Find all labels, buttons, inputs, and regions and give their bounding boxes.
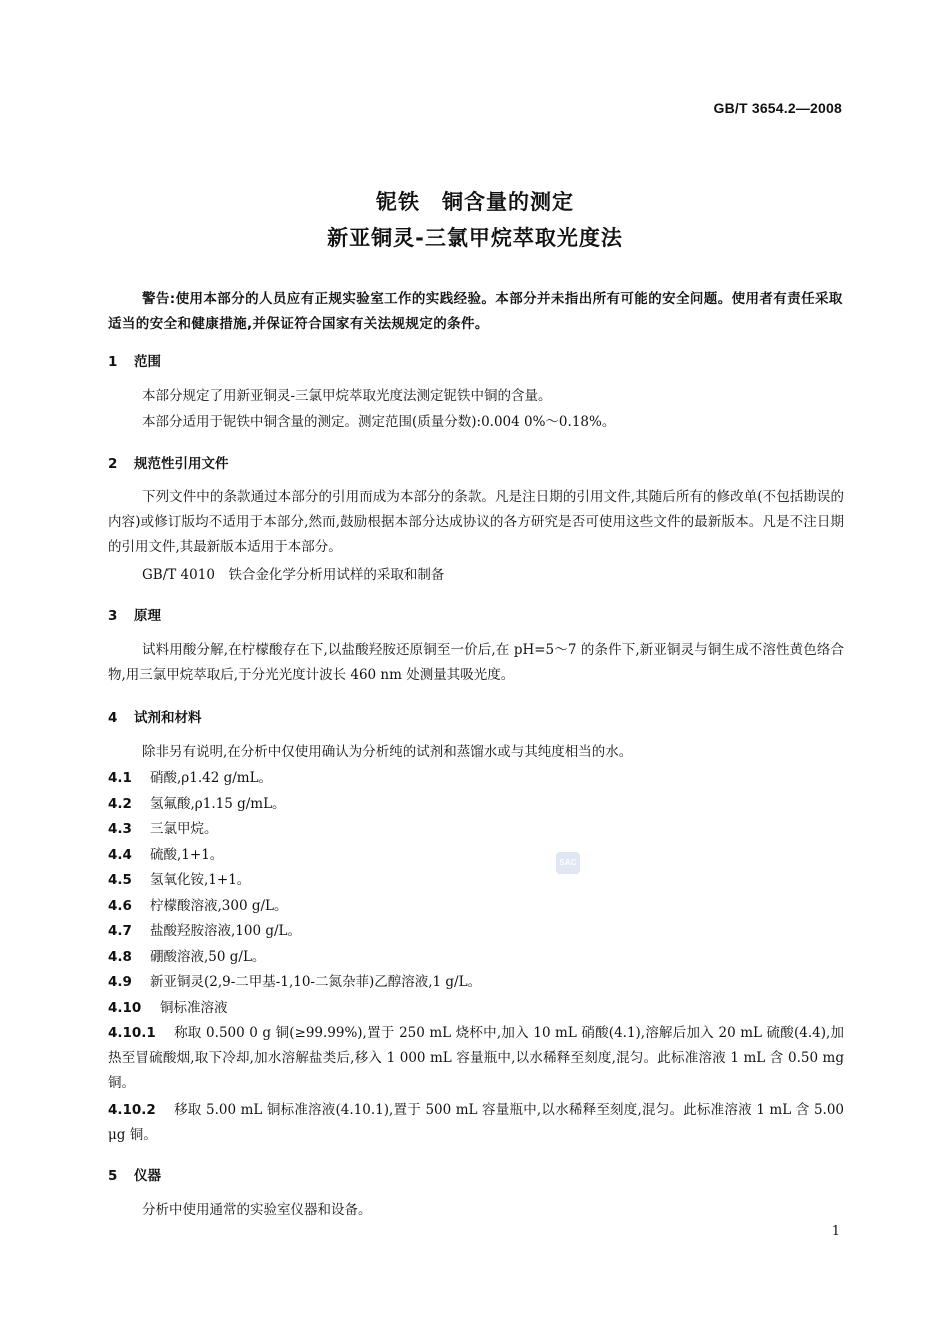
item-text: 硼酸溶液,50 g/L。: [150, 949, 266, 965]
section-number: 5: [108, 1168, 118, 1184]
warning-paragraph: 警告:使用本部分的人员应有正规实验室工作的实践经验。本部分并未指出所有可能的安全问题。使用者有责任采取适当的安全和健康措施,并保证符合国家有关法规规定的条件。: [108, 291, 843, 332]
reagent-item-4-10-1: [108, 1021, 844, 1096]
section-number: 3: [108, 608, 118, 624]
item-text: 盐酸羟胺溶液,100 g/L。: [150, 923, 302, 939]
reagent-item: [108, 945, 844, 970]
section-3-heading: [108, 604, 161, 624]
section-title: 范围: [134, 354, 161, 370]
section-1-paragraph-1: 本部分规定了用新亚铜灵-三氯甲烷萃取光度法测定铌铁中铜的含量。: [142, 388, 552, 404]
reagent-item: [108, 792, 844, 817]
item-id: 4.1: [108, 770, 132, 786]
item-id: 4.8: [108, 949, 132, 965]
section-4-heading: [108, 706, 202, 726]
item-id: 4.10.2: [108, 1102, 156, 1118]
reagent-item: [108, 843, 844, 868]
item-text: 新亚铜灵(2,9-二甲基-1,10-二氮杂菲)乙醇溶液,1 g/L。: [150, 974, 482, 990]
standard-code: GB/T 3654.2—2008: [713, 100, 842, 116]
title-line-1: 铌铁 铜含量的测定: [376, 190, 574, 214]
section-title: 仪器: [134, 1168, 161, 1184]
reagent-item: [108, 868, 844, 893]
page-number: 1: [831, 1224, 840, 1239]
item-id: 4.6: [108, 898, 132, 914]
reagent-item: [108, 766, 844, 791]
item-text: 三氯甲烷。: [150, 821, 218, 837]
section-number: 1: [108, 354, 118, 370]
reagent-item: [108, 894, 844, 919]
item-id: 4.3: [108, 821, 132, 837]
item-text: 氢氟酸,ρ1.15 g/mL。: [150, 796, 286, 812]
reagent-item: [108, 996, 844, 1021]
section-title: 试剂和材料: [134, 710, 202, 726]
item-id: 4.2: [108, 796, 132, 812]
reagent-item: [108, 817, 844, 842]
item-text: 移取 5.00 mL 铜标准溶液(4.10.1),置于 500 mL 容量瓶中,以水稀释至刻度,混匀。此标准溶液 1 mL 含 5.00 μg 铜。: [108, 1102, 844, 1143]
normative-reference: GB/T 4010 铁合金化学分析用试样的采取和制备: [142, 567, 445, 583]
item-text: 硝酸,ρ1.42 g/mL。: [150, 770, 273, 786]
section-2-paragraph: 下列文件中的条款通过本部分的引用而成为本部分的条款。凡是注日期的引用文件,其随后所有的修改单(不包括勘误的内容)或修订版均不适用于本部分,然而,鼓励根据本部分达成协议的各方研究是否可使用这些文件的最新版本。凡是不注日期的引用文件,其最新版本适用于本部分。: [108, 489, 844, 555]
item-text: 硫酸,1+1。: [150, 847, 224, 863]
title-line-2: 新亚铜灵-三氯甲烷萃取光度法: [327, 226, 623, 250]
sac-watermark-logo: SAC: [556, 852, 580, 874]
item-text: 氢氧化铵,1+1。: [150, 872, 251, 888]
section-1-heading: [108, 350, 161, 370]
item-text: 称取 0.500 0 g 铜(≥99.99%),置于 250 mL 烧杯中,加入 10 mL 硝酸(4.1),溶解后加入 20 mL 硫酸(4.4),加热至冒硫酸烟,取下冷却,加水溶解盐类后,移入 1 000 mL 容量瓶中,以水稀释至刻度,混匀。此标准溶液 1 mL 含 0.50 mg 铜。: [108, 1025, 844, 1091]
section-number: 4: [108, 710, 118, 726]
section-title: 原理: [134, 608, 161, 624]
item-id: 4.4: [108, 847, 132, 863]
section-5-heading: [108, 1164, 161, 1184]
item-id: 4.10: [108, 1000, 142, 1016]
item-id: 4.7: [108, 923, 132, 939]
item-id: 4.5: [108, 872, 132, 888]
item-text: 铜标准溶液: [160, 1000, 228, 1016]
item-id: 4.9: [108, 974, 132, 990]
section-number: 2: [108, 456, 118, 472]
section-3-paragraph: 试料用酸分解,在柠檬酸存在下,以盐酸羟胺还原铜至一价后,在 pH=5～7 的条件下,新亚铜灵与铜生成不溶性黄色络合物,用三氯甲烷萃取后,于分光光度计波长 460 nm 处测量其吸光度。: [108, 642, 844, 683]
section-2-heading: [108, 452, 229, 472]
section-title: 规范性引用文件: [134, 456, 229, 472]
item-text: 柠檬酸溶液,300 g/L。: [150, 898, 288, 914]
reagent-item-4-10-2: [108, 1098, 844, 1148]
section-1-paragraph-2: 本部分适用于铌铁中铜含量的测定。测定范围(质量分数):0.004 0%～0.18%。: [142, 414, 616, 430]
reagent-item: [108, 919, 844, 944]
item-id: 4.10.1: [108, 1025, 156, 1041]
section-5-paragraph: 分析中使用通常的实验室仪器和设备。: [142, 1202, 372, 1218]
reagent-item: [108, 970, 844, 995]
section-4-intro: 除非另有说明,在分析中仅使用确认为分析纯的试剂和蒸馏水或与其纯度相当的水。: [142, 744, 633, 760]
